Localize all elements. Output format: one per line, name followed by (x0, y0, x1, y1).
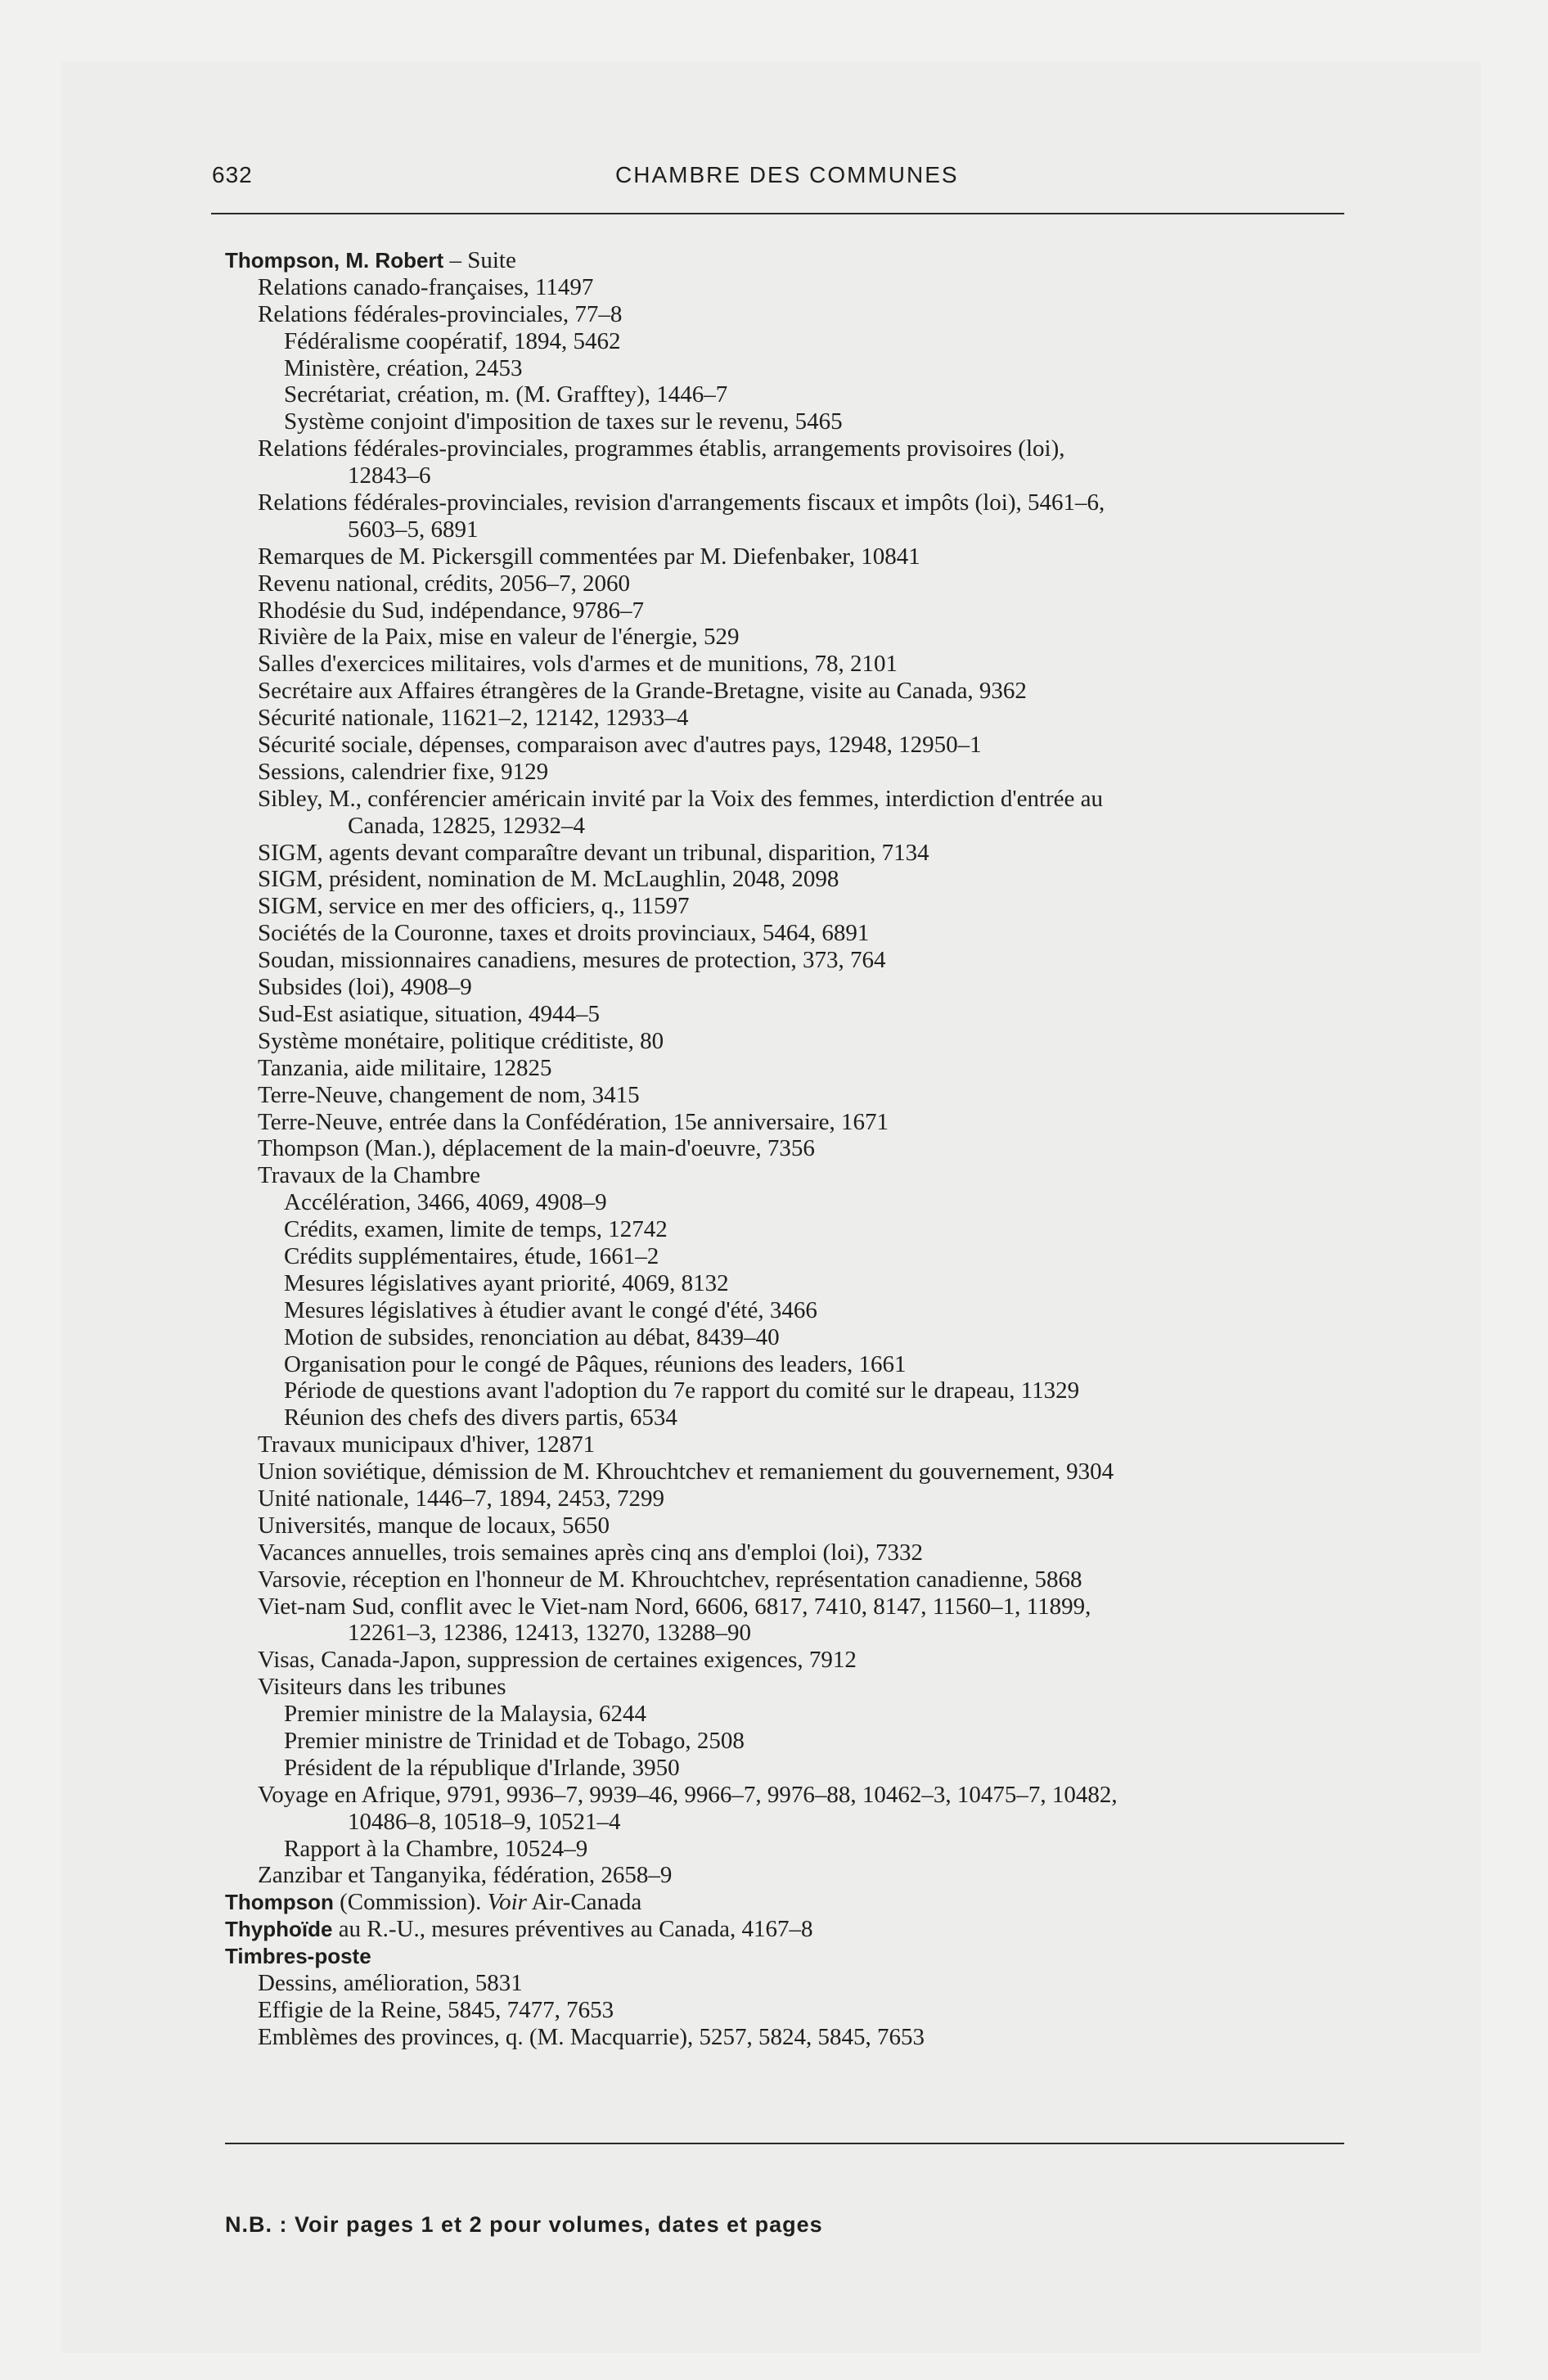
index-entry-text: 12261–3, 12386, 12413, 13270, 13288–90 (348, 1620, 751, 1647)
index-entry-text: Mesures législatives ayant priorité, 4069, 8132 (284, 1269, 729, 1296)
index-entry-text: Rivière de la Paix, mise en valeur de l'énergie, 529 (258, 624, 740, 651)
index-entry-text: Président de la république d'Irlande, 3950 (284, 1754, 680, 1781)
index-entry-text: Remarques de M. Pickersgill commentées par M. Diefenbaker, 10841 (258, 543, 920, 570)
index-entry-text: Sécurité sociale, dépenses, comparaison avec d'autres pays, 12948, 12950–1 (258, 732, 982, 759)
index-headword: Thompson, M. Robert (225, 248, 444, 273)
index-entry (225, 786, 1370, 813)
index-entry-text: SIGM, agents devant comparaître devant un tribunal, disparition, 7134 (258, 839, 929, 866)
index-entry (225, 1001, 1370, 1028)
index-entry-text: Revenu national, crédits, 2056–7, 2060 (258, 570, 631, 597)
index-entry-text: Crédits, examen, limite de temps, 12742 (284, 1216, 668, 1243)
index-entry-text: Tanzania, aide militaire, 12825 (258, 1054, 552, 1081)
index-entry-text: Visiteurs dans les tribunes (258, 1674, 506, 1701)
index-entry (225, 651, 1370, 678)
index-entry (225, 1082, 1370, 1109)
index-entry-text: Sessions, calendrier fixe, 9129 (258, 758, 549, 785)
index-entry-text: 5603–5, 6891 (348, 516, 479, 543)
index-entry (225, 1997, 1370, 2024)
index-entry-text: Premier ministre de la Malaysia, 6244 (284, 1701, 646, 1728)
index-entry (225, 597, 1370, 624)
index-entry-text: Terre-Neuve, changement de nom, 3415 (258, 1081, 640, 1108)
index-entry (225, 543, 1370, 570)
index-headword-suffix: (Commission). (333, 1889, 488, 1916)
index-entry-text: Accélération, 3466, 4069, 4908–9 (284, 1189, 607, 1216)
index-entry-text: SIGM, service en mer des officiers, q., 11597 (258, 893, 690, 920)
index-entry (225, 435, 1370, 462)
index-entry (225, 974, 1370, 1001)
footnote: N.B. : Voir pages 1 et 2 pour volumes, dates et pages (225, 2212, 823, 2237)
footer-rule (225, 2143, 1344, 2144)
index-entry-text: Relations fédérales-provinciales, revision d'arrangements fiscaux et impôts (loi), 5461–6, (258, 489, 1105, 516)
index-headword: Thyphoïde (225, 1917, 333, 1942)
index-headword: Thompson (225, 1890, 334, 1915)
index-entry (225, 1566, 1370, 1593)
index-entry-text: Union soviétique, démission de M. Khrouchtchev et remaniement du gouvernement, 9304 (258, 1458, 1114, 1485)
index-entry-text: Relations fédérales-provinciales, 77–8 (258, 300, 623, 327)
index-entry-text: Réunion des chefs des divers partis, 6534 (284, 1404, 677, 1431)
index-entry-text: Premier ministre de Trinidad et de Tobago, 2508 (284, 1727, 745, 1754)
index-entry (225, 2024, 1370, 2051)
index-entry (225, 1431, 1370, 1458)
index-entry (225, 570, 1370, 597)
index-entry-text: Sud-Est asiatique, situation, 4944–5 (258, 1000, 601, 1027)
index-entry (225, 1189, 1370, 1216)
index-entry (225, 813, 1370, 840)
index-entry-text: Viet-nam Sud, conflit avec le Viet-nam Nord, 6606, 6817, 7410, 8147, 11560–1, 11899, (258, 1593, 1091, 1620)
index-entry (225, 1620, 1370, 1647)
index-entry (225, 408, 1370, 435)
index-headword-line (225, 1889, 1370, 1916)
index-entry (225, 759, 1370, 786)
index-entry (225, 1782, 1370, 1809)
index-entry-text: Période de questions avant l'adoption du 7e rapport du comité sur le drapeau, 11329 (284, 1377, 1080, 1404)
index-headword-line (225, 1943, 1370, 1970)
index-entry (225, 1243, 1370, 1270)
index-entry-text: Organisation pour le congé de Pâques, réunions des leaders, 1661 (284, 1350, 907, 1377)
index-entry (225, 516, 1370, 543)
index-entry (225, 1404, 1370, 1431)
index-entry-text: Système conjoint d'imposition de taxes sur le revenu, 5465 (284, 408, 843, 435)
index-entry-text: Voyage en Afrique, 9791, 9936–7, 9939–46, 9966–7, 9976–88, 10462–3, 10475–7, 10482, (258, 1781, 1118, 1808)
index-entry (225, 893, 1370, 920)
index-entry-text: Sécurité nationale, 11621–2, 12142, 12933–4 (258, 705, 689, 732)
index-entry-text: Effigie de la Reine, 5845, 7477, 7653 (258, 1996, 614, 2023)
index-entry (225, 1539, 1370, 1566)
index-entry (225, 1862, 1370, 1889)
index-entry-text: Fédéralisme coopératif, 1894, 5462 (284, 327, 621, 354)
index-entry-text: Soudan, missionnaires canadiens, mesures de protection, 373, 764 (258, 947, 886, 974)
index-entry (225, 678, 1370, 705)
see-reference: Voir (487, 1889, 527, 1916)
index-entry-text: Sociétés de la Couronne, taxes et droits provinciaux, 5464, 6891 (258, 920, 870, 947)
index-entry (225, 1216, 1370, 1243)
index-entry-text: Canada, 12825, 12932–4 (348, 812, 585, 839)
index-entry-text: Vacances annuelles, trois semaines après cinq ans d'emploi (loi), 7332 (258, 1539, 923, 1566)
index-entry (225, 489, 1370, 516)
index-headword-suffix: – Suite (443, 247, 516, 273)
index-entry (225, 624, 1370, 651)
index-entry-text: Varsovie, réception en l'honneur de M. Khrouchtchev, représentation canadienne, 5868 (258, 1566, 1082, 1593)
index-entry (225, 920, 1370, 947)
index-entry-text: 10486–8, 10518–9, 10521–4 (348, 1808, 621, 1835)
index-entry-text: Mesures législatives à étudier avant le congé d'été, 3466 (284, 1296, 817, 1323)
index-entry-text: SIGM, président, nomination de M. McLaughlin, 2048, 2098 (258, 866, 839, 893)
index-entry (225, 1162, 1370, 1189)
index-entries (225, 247, 1370, 2051)
index-entry (225, 705, 1370, 732)
index-headword-line (225, 247, 1370, 274)
index-entry (225, 1351, 1370, 1378)
index-entry-text: Secrétariat, création, m. (M. Grafftey), 1446–7 (284, 381, 728, 408)
index-entry-text: Secrétaire aux Affaires étrangères de la Grande-Bretagne, visite au Canada, 9362 (258, 678, 1027, 705)
index-entry-text: Emblèmes des provinces, q. (M. Macquarrie), 5257, 5824, 5845, 7653 (258, 2023, 925, 2050)
index-entry (225, 1135, 1370, 1162)
index-entry-text: Zanzibar et Tanganyika, fédération, 2658–9 (258, 1862, 673, 1889)
index-entry-text: Salles d'exercices militaires, vols d'armes et de munitions, 78, 2101 (258, 651, 898, 678)
index-entry-text: Relations canado-françaises, 11497 (258, 273, 594, 300)
index-entry-text: Rhodésie du Sud, indépendance, 9786–7 (258, 597, 644, 624)
index-entry (225, 1728, 1370, 1755)
index-entry-text: Unité nationale, 1446–7, 1894, 2453, 7299 (258, 1485, 664, 1512)
index-entry-text: Relations fédérales-provinciales, programmes établis, arrangements provisoires (loi), (258, 435, 1065, 462)
index-entry (225, 1755, 1370, 1782)
index-entry (225, 1377, 1370, 1404)
index-entry-text: Visas, Canada-Japon, suppression de certaines exigences, 7912 (258, 1647, 857, 1674)
index-entry (225, 1055, 1370, 1082)
index-headword-suffix: au R.-U., mesures préventives au Canada, 4167–8 (332, 1916, 813, 1943)
page-number: 632 (212, 162, 253, 187)
index-headword: Timbres-poste (225, 1944, 371, 1969)
index-headword-line (225, 1916, 1370, 1943)
index-entry (225, 1028, 1370, 1055)
running-head: CHAMBRE DES COMMUNES (615, 162, 959, 187)
index-entry (225, 1674, 1370, 1701)
index-entry (225, 274, 1370, 301)
index-entry (225, 1485, 1370, 1512)
index-entry (225, 1297, 1370, 1324)
index-entry (225, 732, 1370, 759)
see-target: Air-Canada (526, 1889, 642, 1916)
index-entry (225, 947, 1370, 974)
index-entry-text: Travaux municipaux d'hiver, 12871 (258, 1431, 596, 1458)
index-entry-text: 12843–6 (348, 462, 431, 489)
index-entry (225, 355, 1370, 382)
index-entry (225, 301, 1370, 328)
index-entry (225, 1701, 1370, 1728)
index-entry (225, 1109, 1370, 1136)
index-entry (225, 1836, 1370, 1863)
index-entry-text: Terre-Neuve, entrée dans la Confédération, 15e anniversaire, 1671 (258, 1108, 889, 1135)
index-entry (225, 1647, 1370, 1674)
index-entry (225, 1458, 1370, 1485)
index-entry-text: Travaux de la Chambre (258, 1162, 480, 1189)
index-entry-text: Thompson (Man.), déplacement de la main-d'oeuvre, 7356 (258, 1135, 815, 1162)
index-entry (225, 1809, 1370, 1836)
index-entry (225, 1970, 1370, 1997)
index-entry (225, 381, 1370, 408)
index-entry (225, 1512, 1370, 1539)
index-entry-text: Motion de subsides, renonciation au débat, 8439–40 (284, 1323, 780, 1350)
index-entry (225, 462, 1370, 489)
index-entry (225, 1270, 1370, 1297)
index-entry-text: Système monétaire, politique créditiste, 80 (258, 1027, 664, 1054)
index-entry-text: Rapport à la Chambre, 10524–9 (284, 1835, 588, 1862)
index-entry (225, 1324, 1370, 1351)
index-entry-text: Subsides (loi), 4908–9 (258, 974, 472, 1001)
index-entry (225, 866, 1370, 893)
index-entry (225, 1593, 1370, 1620)
index-entry (225, 840, 1370, 867)
index-entry-text: Sibley, M., conférencier américain invité par la Voix des femmes, interdiction d'entrée au (258, 785, 1104, 812)
index-entry-text: Universités, manque de locaux, 5650 (258, 1512, 610, 1539)
index-entry-text: Dessins, amélioration, 5831 (258, 1970, 523, 1996)
index-entry-text: Crédits supplémentaires, étude, 1661–2 (284, 1242, 659, 1269)
index-entry-text: Ministère, création, 2453 (284, 354, 523, 381)
index-entry (225, 328, 1370, 355)
header-rule (211, 213, 1344, 214)
